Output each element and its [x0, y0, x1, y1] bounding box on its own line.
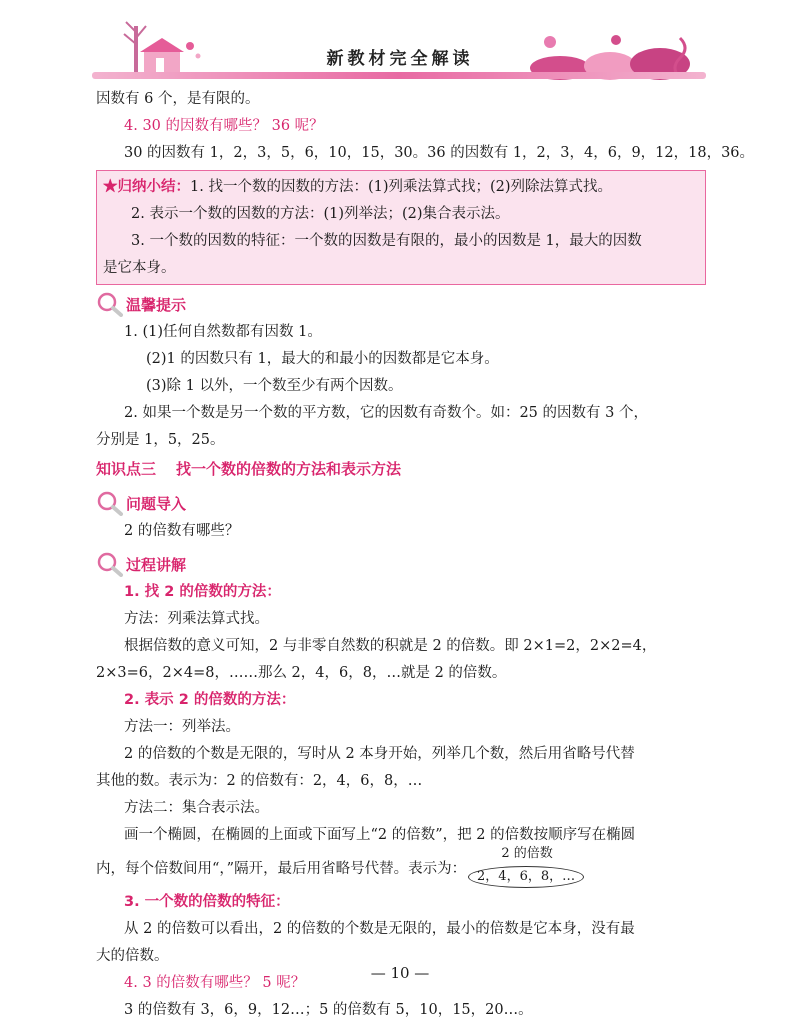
- knowledge-point-label: 知识点三: [96, 460, 157, 478]
- step-2-method-2-text-cont: [96, 846, 706, 889]
- page-number: — 10 —: [370, 964, 430, 982]
- step-4-text: 3 的倍数有 3，6，9，12…；5 的倍数有 5，10，15，20…。: [124, 1002, 533, 1018]
- magnifier-icon: [96, 291, 124, 317]
- tips-heading: [96, 289, 706, 319]
- step-2-method-1-text: 2 的倍数的个数是无限的，写时从 2 本身开始，列举几个数，然后用省略号代替: [124, 746, 635, 762]
- tip-1: 1. (1)任何自然数都有因数 1。: [124, 324, 322, 340]
- summary-item-2: 2. 表示一个数的因数的方法：(1)列举法；(2)集合表示法。: [131, 206, 510, 222]
- question-4-title: 4. 30 的因数有哪些？ 36 呢？: [124, 118, 324, 134]
- summary-box: [96, 170, 706, 285]
- magnifier-icon: [96, 551, 124, 577]
- page-header-title: 新教材完全解读: [326, 49, 474, 69]
- step-3-title: 3. 一个数的倍数的特征：: [124, 894, 290, 910]
- step-2-method-1-text-cont: 其他的数。表示为：2 的倍数有：2，4，6，8，…: [96, 773, 423, 789]
- set-ellipse-diagram: [468, 846, 586, 889]
- step-1-text-cont: 2×3=6，2×4=8，……那么 2，4，6，8，…就是 2 的倍数。: [96, 665, 507, 681]
- set-ellipse-label: 2 的倍数: [501, 846, 553, 861]
- step-2-method-2-text-inline: 内，每个倍数间用“，”隔开，最后用省略号代替。表示为：: [96, 861, 467, 877]
- step-2-title: 2. 表示 2 的倍数的方法：: [124, 692, 296, 708]
- summary-item-3-cont: 是它本身。: [103, 260, 176, 276]
- summary-title: ★归纳小结：: [103, 178, 190, 195]
- magnifier-icon: [96, 490, 124, 516]
- tip-2: (2)1 的因数只有 1，最大的和最小的因数都是它本身。: [146, 351, 499, 367]
- process-heading-label: 过程讲解: [126, 555, 187, 574]
- tip-4-cont: 分别是 1，5，25。: [96, 432, 225, 448]
- step-3-text-cont: 大的倍数。: [96, 948, 169, 964]
- step-3-text: 从 2 的倍数可以看出，2 的倍数的个数是无限的，最小的倍数是它本身，没有最: [124, 921, 635, 937]
- tips-heading-label: 温馨提示: [126, 295, 187, 314]
- header-divider: [92, 72, 706, 79]
- tip-3: (3)除 1 以外，一个数至少有两个因数。: [146, 378, 403, 394]
- intro-heading-label: 问题导入: [126, 494, 187, 513]
- intro-question: 2 的倍数有哪些？: [124, 523, 240, 539]
- text-line: 因数有 6 个，是有限的。: [96, 91, 260, 107]
- step-2-method-1: 方法一：列举法。: [124, 719, 240, 735]
- step-1-title: 1. 找 2 的倍数的方法：: [124, 584, 281, 600]
- question-4-answer: 30 的因数有 1，2，3，5，6，10，15，30。36 的因数有 1，2，3，4，6，9，12，18，36。: [124, 145, 755, 161]
- set-ellipse: 2，4，6，8，…: [468, 866, 584, 888]
- tip-4: 2. 如果一个数是另一个数的平方数，它的因数有奇数个。如：25 的因数有 3 个，: [124, 405, 648, 421]
- step-1-text: 根据倍数的意义可知，2 与非零自然数的积就是 2 的倍数。即 2×1=2，2×2=4，: [124, 638, 657, 654]
- step-2-method-2-text: 画一个椭圆，在椭圆的上面或下面写上“2 的倍数”，把 2 的倍数按顺序写在椭圆: [124, 827, 636, 843]
- step-1-method: 方法：列乘法算式找。: [124, 611, 269, 627]
- page-header: [0, 0, 800, 90]
- summary-item-1: 1. 找一个数的因数的方法：(1)列乘法算式找；(2)列除法算式找。: [190, 179, 613, 195]
- intro-heading: [96, 488, 706, 518]
- page-body: [96, 86, 755, 1024]
- step-2-method-2: 方法二：集合表示法。: [124, 800, 269, 816]
- knowledge-point-text: 找一个数的倍数的方法和表示方法: [176, 460, 402, 478]
- step-4-title: 4. 3 的倍数有哪些？ 5 呢？: [124, 975, 306, 991]
- knowledge-point-title: [96, 454, 706, 484]
- process-heading: [96, 549, 706, 579]
- summary-item-3: 3. 一个数的因数的特征：一个数的因数是有限的，最小的因数是 1，最大的因数: [131, 233, 642, 249]
